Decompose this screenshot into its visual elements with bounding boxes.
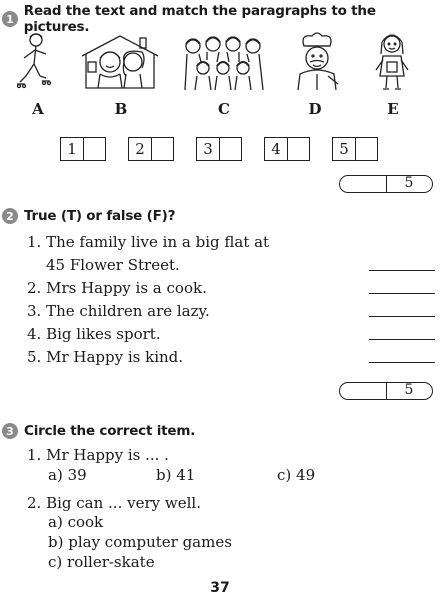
question-2-option-b[interactable]: b) play computer games [48,533,232,551]
page-number: 37 [210,580,230,596]
picture-letter-b: B [114,100,128,118]
answer-box-number: 5 [333,138,356,160]
exercise-number-badge: 2 [2,208,18,224]
answer-box-number: 2 [129,138,152,160]
picture-e-girl [372,32,412,92]
answer-box-1[interactable] [60,137,106,161]
exercise-2-heading [2,208,175,224]
answer-box-number: 3 [197,138,220,160]
question-1-option-b[interactable]: b) 41 [156,466,196,484]
picture-letter-d: D [308,100,322,118]
answer-blank-3[interactable] [369,316,435,317]
question-1-option-c[interactable]: c) 49 [277,466,316,484]
picture-d-cook [292,32,342,92]
answer-box-4[interactable] [264,137,310,161]
question-2-option-a[interactable]: a) cook [48,513,104,531]
tf-statement-1-continued: 45 Flower Street. [46,256,180,274]
score-box-exercise-1 [339,175,433,193]
score-total: 5 [404,382,414,398]
tf-statement-2: 2. Mrs Happy is a cook. [27,279,207,297]
picture-c-family-group [183,32,265,92]
answer-blank-5[interactable] [369,362,435,363]
answer-blank-1[interactable] [369,270,435,271]
tf-statement-1: 1. The family live in a big flat at [27,233,270,251]
question-2-option-c[interactable]: c) roller-skate [48,553,155,571]
tf-statement-4: 4. Big likes sport. [27,325,161,343]
picture-letter-a: A [32,100,44,118]
answer-box-2[interactable] [128,137,174,161]
answer-box-3[interactable] [196,137,242,161]
exercise-2-title: True (T) or false (F)? [24,208,176,224]
question-2-stem: 2. Big can ... very well. [27,494,201,512]
tf-statement-5: 5. Mr Happy is kind. [27,348,184,366]
answer-box-5[interactable] [332,137,378,161]
question-1-stem: 1. Mr Happy is ... . [27,446,169,464]
score-total: 5 [404,175,414,191]
answer-box-number: 4 [265,138,288,160]
picture-letter-c: C [218,100,230,118]
exercise-number-badge: 1 [2,11,18,27]
score-box-exercise-2 [339,382,433,400]
exercise-1-title: Read the text and match the paragraphs to the pictures. [23,3,376,35]
question-1-option-a[interactable]: a) 39 [48,466,87,484]
answer-box-number: 1 [61,138,84,160]
picture-a-rollerskater [14,32,54,92]
exercise-3-title: Circle the correct item. [24,423,196,439]
tf-statement-3: 3. The children are lazy. [27,302,210,320]
exercise-number-badge: 3 [2,423,18,439]
answer-blank-4[interactable] [369,339,435,340]
picture-letter-e: E [387,100,399,118]
exercise-1-heading [2,3,440,35]
answer-blank-2[interactable] [369,293,435,294]
exercise-3-heading [2,423,195,439]
picture-b-couple-house [80,32,160,92]
